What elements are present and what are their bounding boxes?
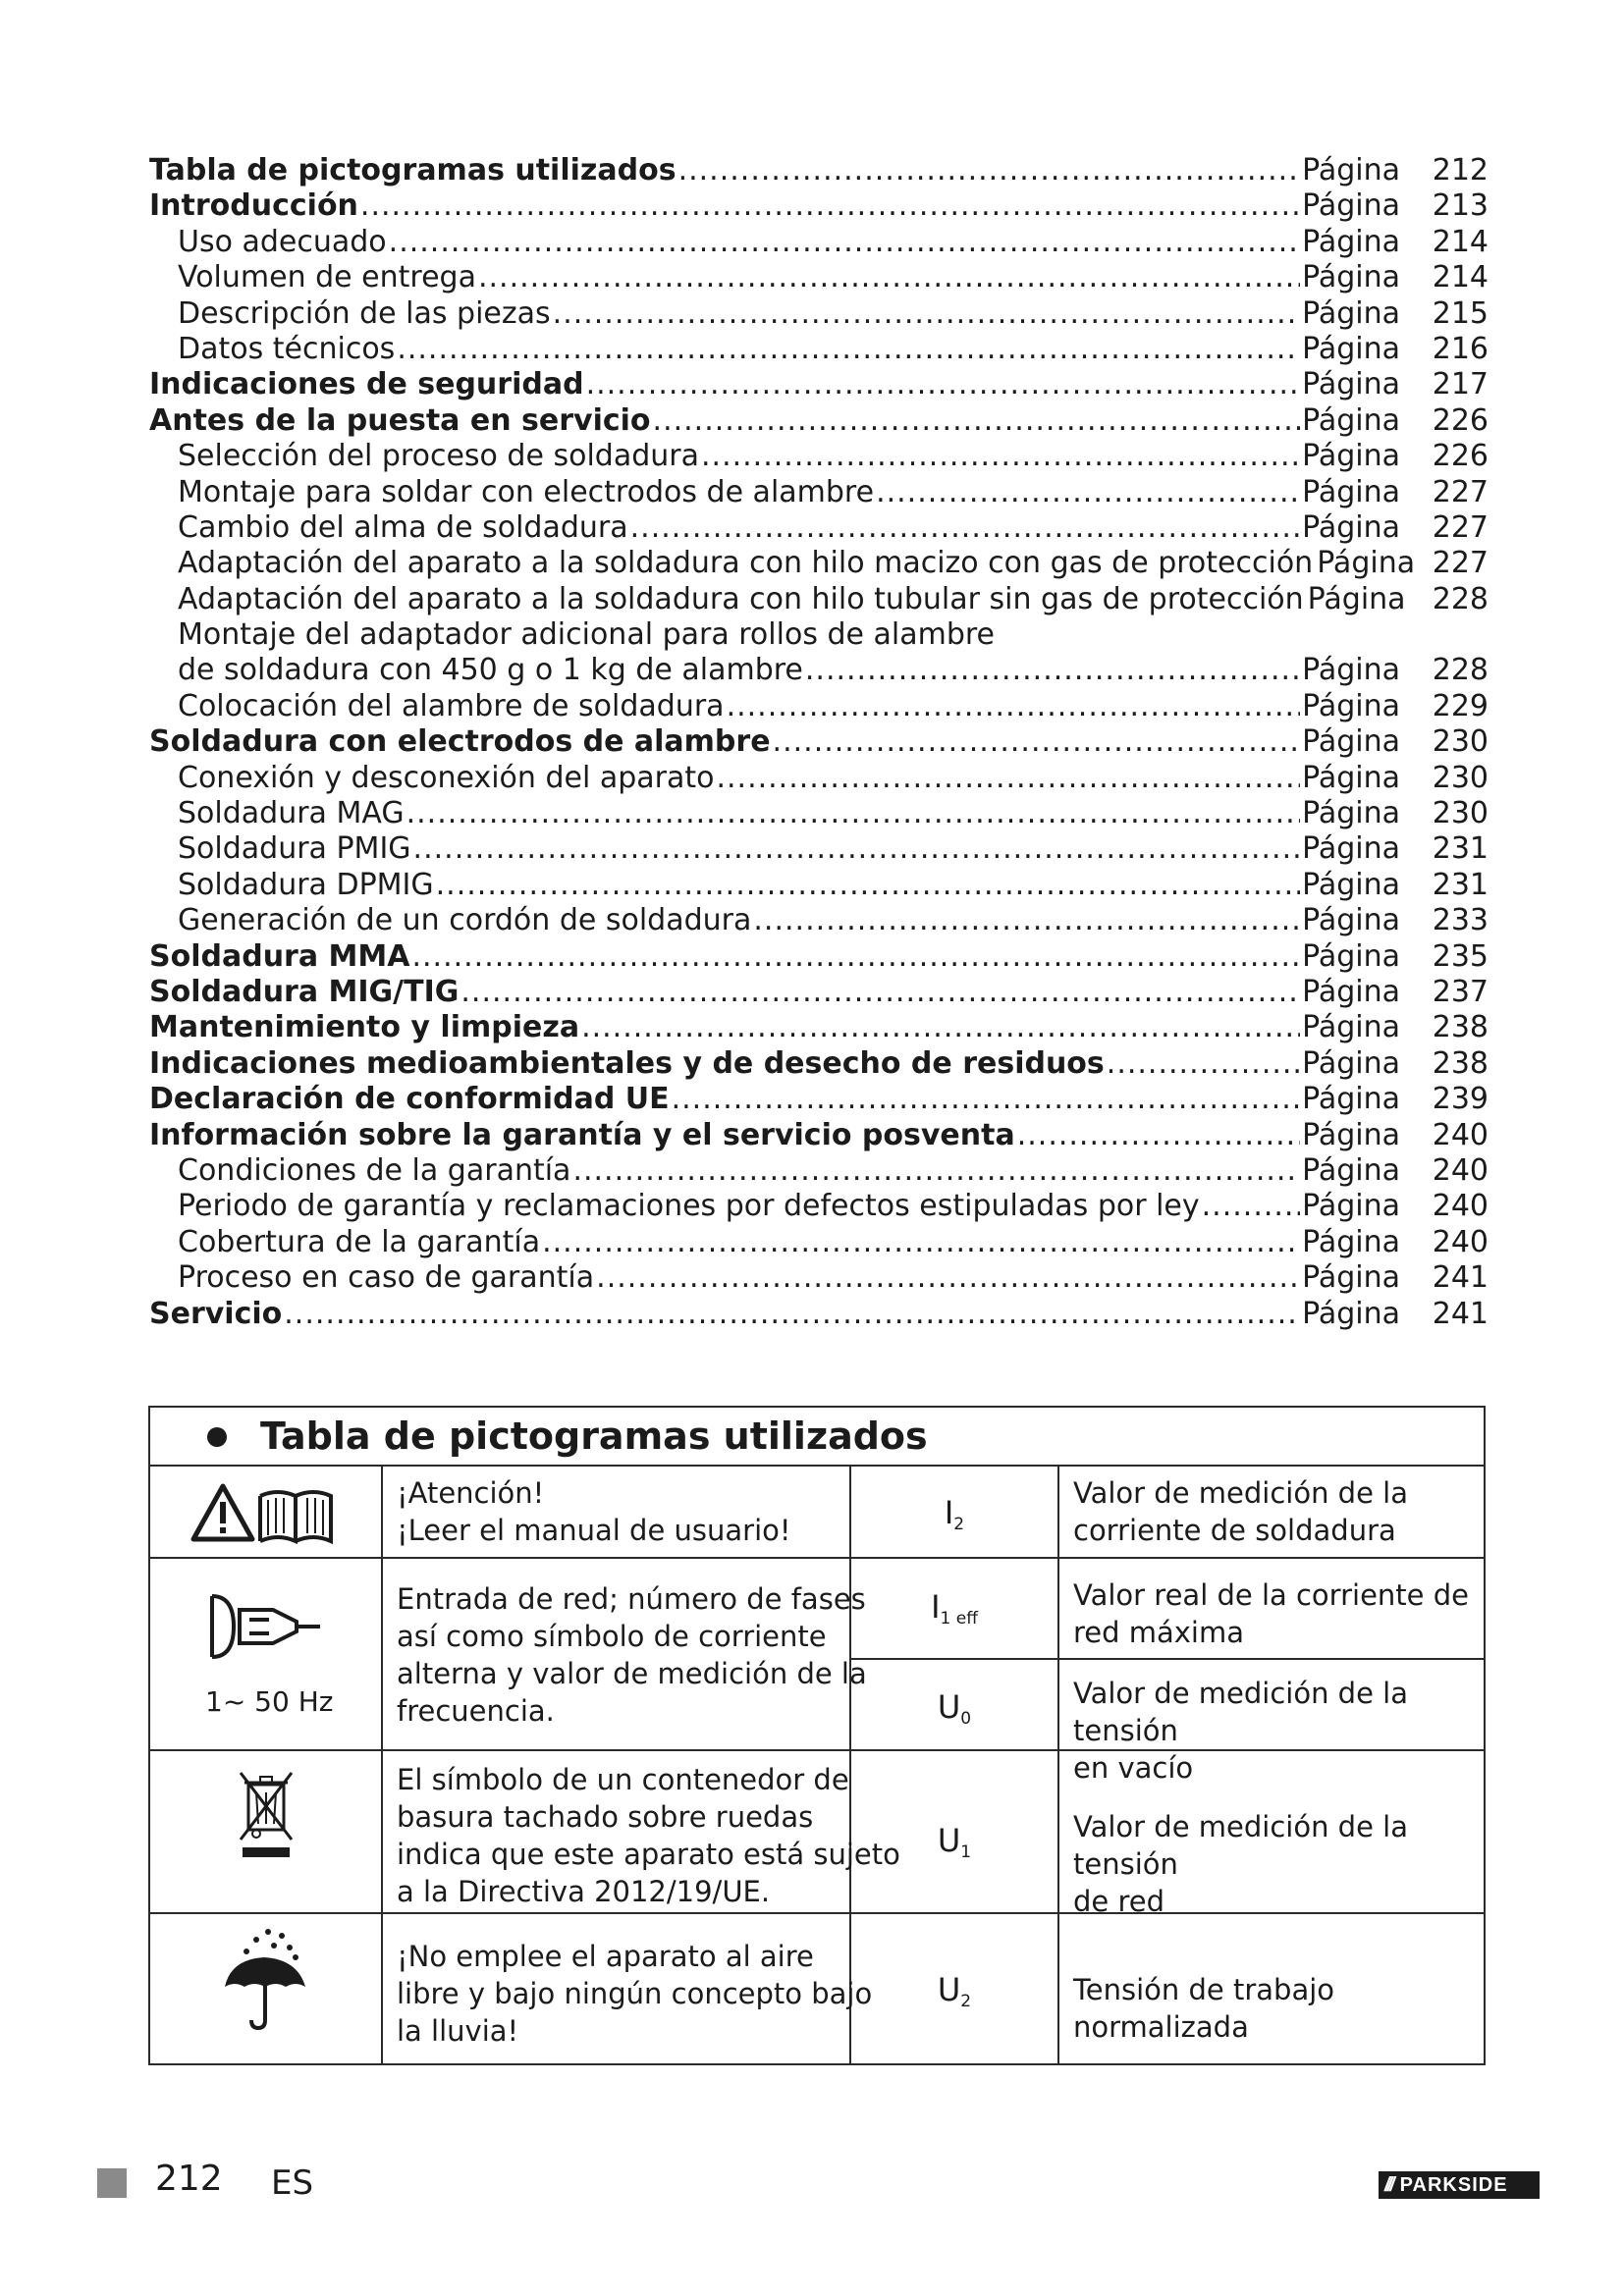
toc-entry [149,582,1489,617]
toc-leader-dots [773,724,1301,760]
toc-leader-dots [805,653,1300,688]
toc-entry-label: Tabla de pictogramas utilizados [149,153,677,187]
toc-entry-label: Montaje para soldar con electrodos de alambre [178,474,875,509]
toc-entry-label: Descripción de las piezas [178,295,551,331]
toc-entry-label: Mantenimiento y limpieza [149,1010,580,1045]
toc-page-word: Página [1302,724,1400,760]
pictogram-table-title: Tabla de pictogramas utilizados [260,1415,928,1458]
toc-page-number: 216 [1432,331,1489,366]
toc-page-number: 240 [1432,1117,1489,1152]
toc-page-word: Página [1302,1082,1400,1117]
pictogram-table-header [150,1408,1484,1467]
toc-page-number: 217 [1432,367,1489,402]
toc-page-number: 230 [1432,796,1489,831]
language-code: ES [271,2163,314,2203]
toc-page-number: 227 [1432,546,1489,581]
toc-entry-label: Montaje del adaptador adicional para rollos de alambre [178,617,996,653]
toc-page-number: 233 [1432,903,1489,938]
toc-page-number: 238 [1432,1045,1489,1081]
toc-entry-label: Servicio [149,1296,283,1331]
pictogram-table [148,1406,1486,2065]
toc-entry [149,367,1489,402]
toc-leader-dots [701,439,1300,474]
toc-entry-label: Conexión y desconexión del aparato [178,760,715,795]
toc-entry-label: Adaptación del aparato a la soldadura con hilo tubular sin gas de protección [178,581,1304,616]
footer-marker [97,2168,127,2198]
toc-leader-dots [460,975,1300,1010]
toc-leader-dots [672,1082,1301,1117]
toc-page-number: 214 [1432,260,1489,295]
toc-leader-dots [596,1260,1300,1296]
toc-entry [149,1046,1489,1082]
toc-leader-dots [413,831,1301,867]
toc-entry [149,1153,1489,1189]
toc-page-word: Página [1302,509,1400,545]
toc-entry-label: Declaración de conformidad UE [149,1082,670,1117]
brand-slashes: /// [1384,2174,1392,2196]
warning-manual-icon [189,1482,347,1545]
toc-leader-dots [678,153,1301,188]
column-divider [1057,1465,1059,2065]
toc-page-word: Página [1302,188,1400,224]
toc-page-number: 240 [1432,1224,1489,1259]
toc-entry-label: Soldadura MMA [149,938,410,974]
toc-entry [149,1225,1489,1260]
toc-page-number: 237 [1432,974,1489,1009]
toc-entry [149,689,1489,724]
toc-leader-dots [630,510,1300,546]
toc-page-word: Página [1302,224,1400,259]
toc-entry [149,1297,1489,1332]
toc-entry [149,939,1489,975]
toc-entry [149,225,1489,260]
toc-entry [149,188,1489,224]
toc-entry [149,1260,1489,1296]
pictogram-description: Entrada de red; número de fases así como símbolo de corriente alterna y valor de medición de la frecuencia. [397,1582,867,1728]
toc-entry [149,868,1489,903]
toc-page-word: Página [1302,796,1400,831]
toc-page-number: 230 [1432,724,1489,760]
toc-entry [149,260,1489,295]
toc-entry-label: Soldadura PMIG [178,831,411,867]
toc-entry-label: Información sobre la garantía y el servicio posventa [149,1117,1015,1152]
toc-entry [149,831,1489,867]
toc-page-number: 228 [1432,581,1489,616]
toc-leader-dots [406,796,1300,831]
toc-page-number: 241 [1432,1296,1489,1331]
toc-page-number: 230 [1432,760,1489,795]
toc-entry-label: Volumen de entrega [178,260,476,295]
toc-page-word: Página [1302,1296,1400,1331]
frequency-label: 1~ 50 Hz [205,1685,334,1718]
toc-page-number: 238 [1432,1010,1489,1045]
toc-leader-dots [653,403,1301,439]
toc-entry [149,975,1489,1010]
toc-page-word: Página [1302,1045,1400,1081]
toc-leader-dots [389,225,1300,260]
toc-page-word: Página [1302,295,1400,331]
toc-page-word: Página [1302,1189,1400,1224]
toc-entry-label: Condiciones de la garantía [178,1152,571,1188]
bullet-icon [207,1427,227,1447]
toc-page-word: Página [1302,439,1400,474]
mains-plug-icon [204,1592,332,1661]
toc-leader-dots [360,188,1300,224]
toc-page-word: Página [1302,903,1400,938]
toc-entry-label: de soldadura con 450 g o 1 kg de alambre [178,653,803,688]
toc-page-number: 241 [1432,1260,1489,1296]
toc-page-word: Página [1302,367,1400,402]
toc-page-number: 231 [1432,867,1489,902]
toc-entry-label: Uso adecuado [178,224,387,259]
toc-page-word: Página [1302,1117,1400,1152]
toc-page-word: Página [1302,760,1400,795]
toc-page-word: Página [1302,1010,1400,1045]
toc-page-word: Página [1302,938,1400,974]
toc-entry-label: Periodo de garantía y reclamaciones por defectos estipuladas por ley [178,1189,1200,1224]
toc-page-number: 226 [1432,402,1489,438]
toc-entry [149,546,1489,581]
toc-page-number: 227 [1432,474,1489,509]
toc-leader-dots [716,761,1300,796]
toc-leader-dots [727,689,1301,724]
column-divider [381,1465,383,2065]
toc-page-number: 212 [1432,153,1489,187]
symbol-i1eff: $I_{1 eff}$ [931,1588,978,1629]
toc-entry-label: Datos técnicos [178,331,396,366]
toc-page-number: 227 [1432,509,1489,545]
toc-page-word: Página [1302,260,1400,295]
toc-page-word: Página [1307,581,1406,616]
toc-page-number: 213 [1432,188,1489,224]
toc-entry [149,332,1489,367]
toc-entry [149,475,1489,510]
toc-leader-dots [397,332,1300,367]
toc-entry-label: Introducción [149,188,358,224]
toc-entry [149,617,1489,653]
toc-entry-label: Indicaciones de seguridad [149,367,584,402]
toc-page-number: 231 [1432,831,1489,867]
toc-entry-label: Colocación del alambre de soldadura [178,688,725,723]
pictogram-description: ¡Atención! ¡Leer el manual de usuario! [397,1476,791,1547]
toc-page-number: 239 [1432,1082,1489,1117]
pictogram-description: El símbolo de un contenedor de basura tachado sobre ruedas indica que este aparato está sujeto a la Directiva 2012/19/UE. [397,1763,900,1908]
toc-page-number: 226 [1432,439,1489,474]
toc-page-word: Página [1302,867,1400,902]
toc-page-number: 214 [1432,224,1489,259]
toc-entry [149,296,1489,332]
umbrella-rain-icon [217,1926,315,2034]
toc-page-word: Página [1302,153,1400,187]
toc-page-word: Página [1317,546,1416,581]
toc-leader-dots [753,903,1300,938]
toc-entry-label: Indicaciones medioambientales y de desecho de residuos [149,1045,1105,1081]
toc-entry-label: Antes de la puesta en servicio [149,402,651,438]
toc-page-word: Página [1302,831,1400,867]
symbol-i2: $I_2$ [944,1494,965,1534]
toc-page-word: Página [1302,402,1400,438]
symbol-u0: $U_0$ [937,1688,972,1729]
toc-entry-label: Generación de un cordón de soldadura [178,903,752,938]
pictogram-description: ¡No emplee el aparato al aire libre y bajo ningún concepto bajo la lluvia! [397,1940,873,2048]
toc-page-number: 240 [1432,1152,1489,1188]
brand-name: PARKSIDE [1399,2174,1508,2196]
toc-entry [149,1082,1489,1117]
row-divider [849,1658,1484,1660]
toc-entry-label: Cobertura de la garantía [178,1224,541,1259]
toc-entry-label: Soldadura MIG/TIG [149,974,460,1009]
symbol-description: Tensión de trabajo normalizada [1073,1973,1335,2044]
brand-logo [1379,2171,1540,2199]
toc-leader-dots [411,939,1300,975]
symbol-u1: $U_1$ [937,1822,972,1862]
toc-entry-label: Soldadura DPMIG [178,867,434,902]
toc-entry [149,1010,1489,1045]
row-divider [150,1557,1484,1559]
toc-leader-dots [586,367,1301,402]
toc-page-word: Página [1302,1260,1400,1296]
toc-page-word: Página [1302,1224,1400,1259]
toc-entry [149,153,1489,188]
symbol-description: Valor de medición de la corriente de soldadura [1073,1476,1408,1547]
toc-leader-dots [1202,1189,1300,1224]
toc-entry-label: Proceso en caso de garantía [178,1260,595,1296]
toc-page-number: 235 [1432,938,1489,974]
toc-entry [149,510,1489,546]
toc-leader-dots [876,475,1300,510]
toc-entry [149,724,1489,760]
toc-entry [149,796,1489,831]
table-of-contents [149,153,1489,1332]
toc-entry-label: Adaptación del aparato a la soldadura con hilo macizo con gas de protección [178,546,1314,581]
symbol-u2: $U_2$ [937,1971,972,2011]
toc-leader-dots [436,868,1300,903]
toc-entry [149,1189,1489,1224]
symbol-description: Valor de medición de la tensión en vacío [1073,1677,1408,1785]
toc-page-word: Página [1302,331,1400,366]
toc-entry-label: Selección del proceso de soldadura [178,439,699,474]
toc-entry [149,903,1489,938]
crossed-bin-icon [235,1767,298,1861]
toc-leader-dots [542,1225,1300,1260]
toc-page-number: 215 [1432,295,1489,331]
toc-page-number: 240 [1432,1189,1489,1224]
symbol-description: Valor de medición de la tensión de red [1073,1810,1408,1918]
toc-page-word: Página [1302,688,1400,723]
toc-page-word: Página [1302,1152,1400,1188]
symbol-description: Valor real de la corriente de red máxima [1073,1578,1469,1649]
toc-page-number: 228 [1432,653,1489,688]
toc-entry [149,403,1489,439]
toc-entry [149,653,1489,688]
toc-leader-dots [284,1297,1300,1332]
toc-entry-label: Cambio del alma de soldadura [178,509,628,545]
toc-entry [149,761,1489,796]
toc-leader-dots [581,1010,1300,1045]
toc-leader-dots [553,296,1300,332]
toc-leader-dots [1107,1046,1300,1082]
toc-entry-label: Soldadura con electrodos de alambre [149,724,771,760]
toc-page-word: Página [1302,653,1400,688]
toc-entry-label: Soldadura MAG [178,796,405,831]
page-number: 212 [155,2159,223,2199]
toc-page-word: Página [1302,474,1400,509]
toc-leader-dots [1017,1118,1300,1153]
toc-leader-dots [478,260,1300,295]
toc-entry [149,439,1489,474]
toc-page-number: 229 [1432,688,1489,723]
toc-entry [149,1118,1489,1153]
toc-page-word: Página [1302,974,1400,1009]
toc-leader-dots [572,1153,1300,1189]
